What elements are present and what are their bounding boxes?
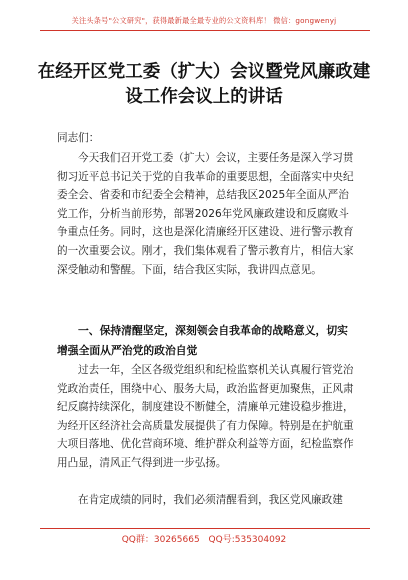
footer-contact: QQ群：30265665 QQ号:535304092 — [121, 535, 287, 545]
header-divider — [40, 30, 370, 31]
paragraph-2: 过去一年，全区各级党组织和纪检监察机关认真履行管党治党政治责任，围绕中心、服务大局，政治监督更加聚焦，正风肃纪反腐持续深化，制度建设不断健全，清廉单元建设稳步推进，为经开区经济社会高质量发展提供了有力保障。特别是在护航重大项目落地、优化营商环境、维护群众利益等方面，纪检监察作用凸显，清风正气得到进一步弘扬。 — [57, 364, 354, 469]
salutation: 同志们： — [57, 132, 100, 144]
section-1-heading: 一、保持清醒坚定，深刻领会自我革命的战略意义，切实增强全面从严治党的政治自觉 — [57, 324, 348, 357]
header-banner: 关注头条号"公文研究"，获得最新最全最专业的公文资料库！ 微信：gongwenyj — [71, 16, 337, 25]
paragraph-1: 今天我们召开党工委（扩大）会议，主要任务是深入学习贯彻习近平总书记关于党的自我革命的重要思想，全面落实中央纪委全会、省委和市纪委全会精神，总结我区2025年全面从严治党工作，分析当前形势，部署2026年党风廉政建设和反腐败斗争重点任务。同时，这也是深化清廉经开区建设、进行警示教育的一次重要会议。刚才，我们集体观看了警示教育片，相信大家深受触动和警醒。下面，结合我区实际，我讲四点意见。 — [57, 152, 354, 276]
footer-divider — [40, 528, 370, 529]
document-title: 在经开区党工委（扩大）会议暨党风廉政建设工作会议上的讲话 — [37, 62, 371, 107]
paragraph-3: 在肯定成绩的同时，我们必须清醒看到，我区党风廉政建 — [78, 494, 343, 506]
